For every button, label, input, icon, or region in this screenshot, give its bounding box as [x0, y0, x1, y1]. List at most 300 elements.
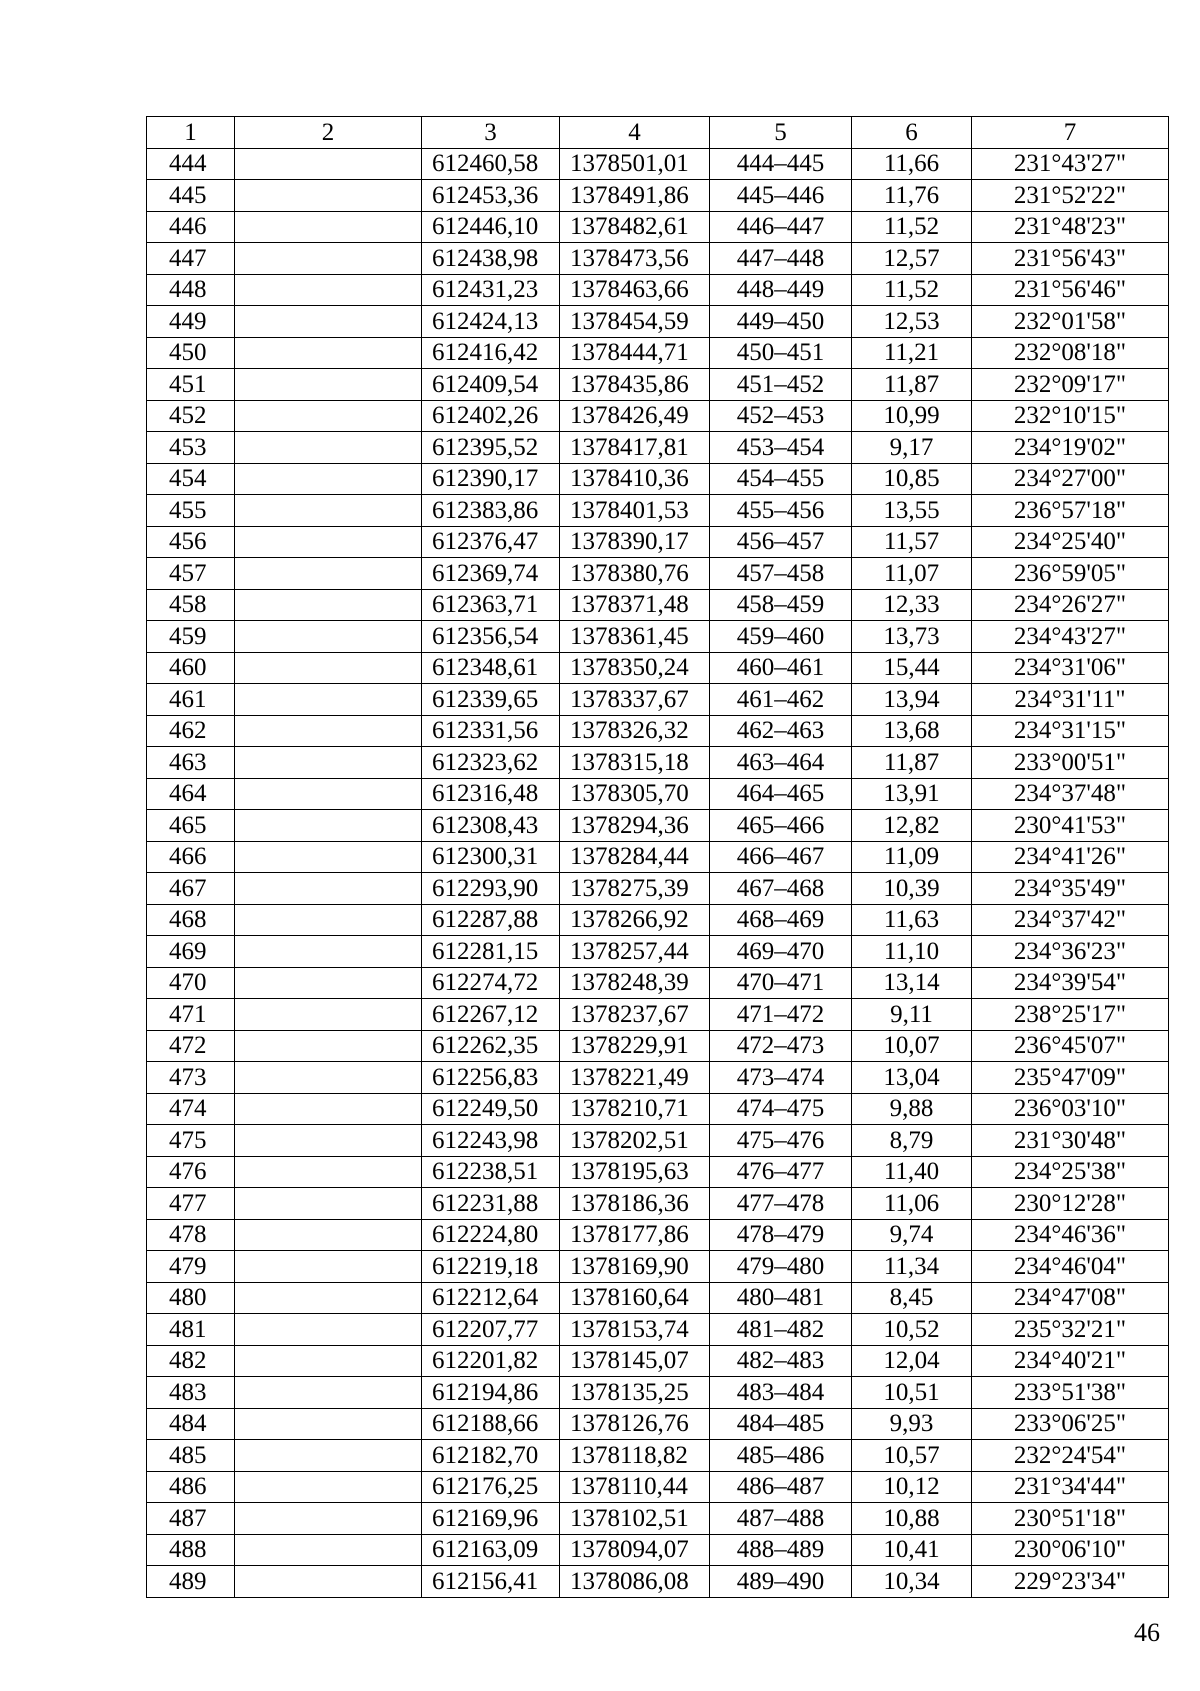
table-cell-col2 — [235, 1156, 422, 1188]
table-cell-col3: 612300,31 — [422, 841, 560, 873]
table-cell-col1: 479 — [147, 1251, 235, 1283]
table-cell-col5: 486–487 — [710, 1471, 852, 1503]
table-cell-col2 — [235, 1251, 422, 1283]
table-row — [147, 432, 1169, 464]
table-row — [147, 463, 1169, 495]
table-cell-col4: 1378426,49 — [560, 400, 710, 432]
table-cell-col4: 1378390,17 — [560, 526, 710, 558]
table-cell-col1: 476 — [147, 1156, 235, 1188]
table-cell-col7: 234°26'27" — [972, 589, 1169, 621]
table-cell-col2 — [235, 1566, 422, 1598]
table-cell-col2 — [235, 1030, 422, 1062]
table-cell-col7: 234°37'42" — [972, 904, 1169, 936]
table-cell-col3: 612231,88 — [422, 1188, 560, 1220]
table-row — [147, 558, 1169, 590]
table-cell-col6: 10,41 — [852, 1534, 972, 1566]
table-row — [147, 180, 1169, 212]
table-cell-col4: 1378337,67 — [560, 684, 710, 716]
table-cell-col2 — [235, 463, 422, 495]
table-cell-col2 — [235, 1440, 422, 1472]
table-cell-col4: 1378501,01 — [560, 148, 710, 180]
table-cell-col6: 9,11 — [852, 999, 972, 1031]
table-cell-col7: 238°25'17" — [972, 999, 1169, 1031]
table-cell-col2 — [235, 337, 422, 369]
table-cell-col5: 464–465 — [710, 778, 852, 810]
table-body — [147, 148, 1169, 1597]
table-cell-col6: 9,88 — [852, 1093, 972, 1125]
table-cell-col1: 459 — [147, 621, 235, 653]
table-row — [147, 1345, 1169, 1377]
table-cell-col1: 460 — [147, 652, 235, 684]
table-cell-col6: 11,06 — [852, 1188, 972, 1220]
table-cell-col5: 445–446 — [710, 180, 852, 212]
table-row — [147, 589, 1169, 621]
table-row — [147, 1408, 1169, 1440]
table-row — [147, 778, 1169, 810]
table-cell-col1: 453 — [147, 432, 235, 464]
table-cell-col5: 488–489 — [710, 1534, 852, 1566]
table-cell-col5: 462–463 — [710, 715, 852, 747]
table-cell-col5: 453–454 — [710, 432, 852, 464]
table-cell-col4: 1378160,64 — [560, 1282, 710, 1314]
table-cell-col3: 612274,72 — [422, 967, 560, 999]
table-cell-col7: 230°12'28" — [972, 1188, 1169, 1220]
table-cell-col7: 233°51'38" — [972, 1377, 1169, 1409]
table-cell-col5: 465–466 — [710, 810, 852, 842]
table-cell-col6: 13,55 — [852, 495, 972, 527]
table-cell-col6: 11,34 — [852, 1251, 972, 1283]
table-cell-col4: 1378210,71 — [560, 1093, 710, 1125]
table-cell-col5: 446–447 — [710, 211, 852, 243]
table-row — [147, 148, 1169, 180]
table-cell-col3: 612460,58 — [422, 148, 560, 180]
table-cell-col3: 612431,23 — [422, 274, 560, 306]
table-cell-col1: 475 — [147, 1125, 235, 1157]
table-cell-col7: 230°51'18" — [972, 1503, 1169, 1535]
table-cell-col3: 612176,25 — [422, 1471, 560, 1503]
table-cell-col7: 234°27'00" — [972, 463, 1169, 495]
table-cell-col1: 447 — [147, 243, 235, 275]
table-cell-col7: 231°43'27" — [972, 148, 1169, 180]
table-row — [147, 684, 1169, 716]
table-cell-col3: 612402,26 — [422, 400, 560, 432]
table-cell-col2 — [235, 967, 422, 999]
table-cell-col3: 612369,74 — [422, 558, 560, 590]
table-cell-col5: 454–455 — [710, 463, 852, 495]
table-cell-col6: 10,52 — [852, 1314, 972, 1346]
table-row — [147, 1282, 1169, 1314]
table-cell-col4: 1378435,86 — [560, 369, 710, 401]
table-cell-col3: 612281,15 — [422, 936, 560, 968]
table-cell-col4: 1378361,45 — [560, 621, 710, 653]
table-cell-col2 — [235, 621, 422, 653]
table-cell-col4: 1378237,67 — [560, 999, 710, 1031]
table-row — [147, 1093, 1169, 1125]
table-cell-col4: 1378380,76 — [560, 558, 710, 590]
table-cell-col7: 234°35'49" — [972, 873, 1169, 905]
table-cell-col1: 480 — [147, 1282, 235, 1314]
table-cell-col1: 481 — [147, 1314, 235, 1346]
table-cell-col4: 1378257,44 — [560, 936, 710, 968]
table-row — [147, 1062, 1169, 1094]
table-cell-col5: 449–450 — [710, 306, 852, 338]
table-cell-col4: 1378229,91 — [560, 1030, 710, 1062]
table-cell-col4: 1378135,25 — [560, 1377, 710, 1409]
table-cell-col1: 452 — [147, 400, 235, 432]
table-cell-col2 — [235, 495, 422, 527]
table-cell-col6: 13,04 — [852, 1062, 972, 1094]
table-cell-col3: 612163,09 — [422, 1534, 560, 1566]
table-cell-col5: 461–462 — [710, 684, 852, 716]
table-cell-col1: 465 — [147, 810, 235, 842]
table-cell-col5: 487–488 — [710, 1503, 852, 1535]
table-cell-col6: 8,79 — [852, 1125, 972, 1157]
table-cell-col7: 231°48'23" — [972, 211, 1169, 243]
table-row — [147, 400, 1169, 432]
table-cell-col6: 11,87 — [852, 369, 972, 401]
table-row — [147, 967, 1169, 999]
table-cell-col2 — [235, 715, 422, 747]
table-row — [147, 747, 1169, 779]
table-cell-col7: 234°19'02" — [972, 432, 1169, 464]
table-row — [147, 1566, 1169, 1598]
table-cell-col4: 1378177,86 — [560, 1219, 710, 1251]
table-cell-col4: 1378266,92 — [560, 904, 710, 936]
table-cell-col5: 482–483 — [710, 1345, 852, 1377]
table-cell-col1: 469 — [147, 936, 235, 968]
table-cell-col6: 11,66 — [852, 148, 972, 180]
table-cell-col4: 1378153,74 — [560, 1314, 710, 1346]
table-cell-col2 — [235, 1062, 422, 1094]
table-cell-col7: 233°06'25" — [972, 1408, 1169, 1440]
table-row — [147, 211, 1169, 243]
table-cell-col4: 1378463,66 — [560, 274, 710, 306]
table-cell-col6: 10,85 — [852, 463, 972, 495]
table-cell-col1: 485 — [147, 1440, 235, 1472]
table-cell-col4: 1378315,18 — [560, 747, 710, 779]
table-cell-col7: 234°25'38" — [972, 1156, 1169, 1188]
table-cell-col7: 234°31'06" — [972, 652, 1169, 684]
table-cell-col3: 612416,42 — [422, 337, 560, 369]
table-cell-col7: 234°37'48" — [972, 778, 1169, 810]
table-row — [147, 652, 1169, 684]
table-cell-col1: 467 — [147, 873, 235, 905]
table-cell-col7: 234°40'21" — [972, 1345, 1169, 1377]
table-cell-col2 — [235, 180, 422, 212]
table-cell-col1: 461 — [147, 684, 235, 716]
table-cell-col5: 468–469 — [710, 904, 852, 936]
table-row — [147, 715, 1169, 747]
table-row — [147, 1314, 1169, 1346]
table-cell-col1: 457 — [147, 558, 235, 590]
table-cell-col7: 231°30'48" — [972, 1125, 1169, 1157]
table-row — [147, 1377, 1169, 1409]
table-cell-col6: 10,57 — [852, 1440, 972, 1472]
table-cell-col4: 1378371,48 — [560, 589, 710, 621]
table-row — [147, 495, 1169, 527]
table-cell-col6: 11,10 — [852, 936, 972, 968]
table-cell-col6: 10,88 — [852, 1503, 972, 1535]
table-cell-col6: 13,73 — [852, 621, 972, 653]
table-cell-col1: 484 — [147, 1408, 235, 1440]
table-cell-col5: 448–449 — [710, 274, 852, 306]
table-cell-col7: 232°09'17" — [972, 369, 1169, 401]
table-cell-col1: 468 — [147, 904, 235, 936]
table-cell-col3: 612243,98 — [422, 1125, 560, 1157]
table-cell-col2 — [235, 999, 422, 1031]
table-cell-col3: 612219,18 — [422, 1251, 560, 1283]
table-cell-col3: 612438,98 — [422, 243, 560, 275]
table-cell-col1: 487 — [147, 1503, 235, 1535]
table-cell-col3: 612238,51 — [422, 1156, 560, 1188]
table-cell-col2 — [235, 211, 422, 243]
table-cell-col1: 463 — [147, 747, 235, 779]
table-cell-col6: 13,68 — [852, 715, 972, 747]
table-cell-col7: 236°45'07" — [972, 1030, 1169, 1062]
table-cell-col3: 612331,56 — [422, 715, 560, 747]
table-cell-col3: 612376,47 — [422, 526, 560, 558]
column-header-5: 5 — [710, 117, 852, 149]
table-cell-col7: 231°52'22" — [972, 180, 1169, 212]
table-cell-col3: 612224,80 — [422, 1219, 560, 1251]
table-cell-col3: 612194,86 — [422, 1377, 560, 1409]
table-header-row — [147, 117, 1169, 149]
table-cell-col7: 229°23'34" — [972, 1566, 1169, 1598]
table-cell-col6: 12,04 — [852, 1345, 972, 1377]
column-header-6: 6 — [852, 117, 972, 149]
table-cell-col4: 1378118,82 — [560, 1440, 710, 1472]
table-cell-col7: 236°03'10" — [972, 1093, 1169, 1125]
table-cell-col3: 612169,96 — [422, 1503, 560, 1535]
table-cell-col5: 484–485 — [710, 1408, 852, 1440]
table-cell-col1: 478 — [147, 1219, 235, 1251]
table-cell-col3: 612316,48 — [422, 778, 560, 810]
table-cell-col2 — [235, 810, 422, 842]
table-cell-col7: 234°47'08" — [972, 1282, 1169, 1314]
table-cell-col5: 478–479 — [710, 1219, 852, 1251]
table-row — [147, 369, 1169, 401]
table-row — [147, 274, 1169, 306]
table-cell-col3: 612207,77 — [422, 1314, 560, 1346]
table-cell-col1: 486 — [147, 1471, 235, 1503]
table-cell-col7: 234°25'40" — [972, 526, 1169, 558]
table-cell-col3: 612453,36 — [422, 180, 560, 212]
table-cell-col5: 467–468 — [710, 873, 852, 905]
table-row — [147, 841, 1169, 873]
table-row — [147, 1251, 1169, 1283]
table-cell-col6: 13,94 — [852, 684, 972, 716]
table-cell-col5: 447–448 — [710, 243, 852, 275]
table-row — [147, 1030, 1169, 1062]
table-cell-col4: 1378473,56 — [560, 243, 710, 275]
table-cell-col2 — [235, 526, 422, 558]
table-cell-col6: 11,52 — [852, 274, 972, 306]
table-cell-col3: 612308,43 — [422, 810, 560, 842]
table-cell-col7: 234°46'36" — [972, 1219, 1169, 1251]
table-cell-col3: 612339,65 — [422, 684, 560, 716]
table-cell-col5: 476–477 — [710, 1156, 852, 1188]
table-cell-col7: 234°31'11" — [972, 684, 1169, 716]
page-number: 46 — [1134, 1618, 1160, 1647]
table-cell-col3: 612348,61 — [422, 652, 560, 684]
table-cell-col1: 450 — [147, 337, 235, 369]
table-cell-col5: 452–453 — [710, 400, 852, 432]
table-row — [147, 1503, 1169, 1535]
table-cell-col4: 1378248,39 — [560, 967, 710, 999]
table-cell-col7: 236°59'05" — [972, 558, 1169, 590]
table-row — [147, 1156, 1169, 1188]
table-cell-col7: 234°46'04" — [972, 1251, 1169, 1283]
table-cell-col3: 612409,54 — [422, 369, 560, 401]
table-cell-col2 — [235, 747, 422, 779]
table-cell-col6: 11,21 — [852, 337, 972, 369]
table-cell-col6: 13,14 — [852, 967, 972, 999]
table-cell-col3: 612256,83 — [422, 1062, 560, 1094]
table-row — [147, 999, 1169, 1031]
table-cell-col1: 466 — [147, 841, 235, 873]
table-row — [147, 1440, 1169, 1472]
table-cell-col6: 10,12 — [852, 1471, 972, 1503]
table-cell-col6: 8,45 — [852, 1282, 972, 1314]
table-cell-col4: 1378102,51 — [560, 1503, 710, 1535]
table-cell-col5: 474–475 — [710, 1093, 852, 1125]
table-cell-col5: 485–486 — [710, 1440, 852, 1472]
table-cell-col2 — [235, 1219, 422, 1251]
table-cell-col6: 12,82 — [852, 810, 972, 842]
table-cell-col1: 470 — [147, 967, 235, 999]
table-cell-col1: 462 — [147, 715, 235, 747]
table-row — [147, 526, 1169, 558]
table-cell-col2 — [235, 1471, 422, 1503]
column-header-4: 4 — [560, 117, 710, 149]
table-cell-col5: 460–461 — [710, 652, 852, 684]
table-cell-col3: 612156,41 — [422, 1566, 560, 1598]
table-cell-col4: 1378145,07 — [560, 1345, 710, 1377]
table-cell-col7: 234°36'23" — [972, 936, 1169, 968]
table-cell-col4: 1378350,24 — [560, 652, 710, 684]
table-cell-col6: 10,99 — [852, 400, 972, 432]
table-cell-col5: 489–490 — [710, 1566, 852, 1598]
table-cell-col6: 11,63 — [852, 904, 972, 936]
table-cell-col4: 1378417,81 — [560, 432, 710, 464]
table-cell-col6: 11,87 — [852, 747, 972, 779]
table-cell-col6: 13,91 — [852, 778, 972, 810]
table-cell-col2 — [235, 1503, 422, 1535]
table-cell-col7: 236°57'18" — [972, 495, 1169, 527]
table-cell-col2 — [235, 652, 422, 684]
table-cell-col6: 12,33 — [852, 589, 972, 621]
table-row — [147, 936, 1169, 968]
table-cell-col1: 471 — [147, 999, 235, 1031]
table-cell-col2 — [235, 1188, 422, 1220]
table-cell-col4: 1378110,44 — [560, 1471, 710, 1503]
table-cell-col5: 466–467 — [710, 841, 852, 873]
table-cell-col4: 1378186,36 — [560, 1188, 710, 1220]
table-cell-col3: 612287,88 — [422, 904, 560, 936]
table-cell-col1: 451 — [147, 369, 235, 401]
column-header-1: 1 — [147, 117, 235, 149]
table-cell-col4: 1378126,76 — [560, 1408, 710, 1440]
table-cell-col2 — [235, 1125, 422, 1157]
table-cell-col3: 612212,64 — [422, 1282, 560, 1314]
table-cell-col6: 9,93 — [852, 1408, 972, 1440]
table-cell-col4: 1378294,36 — [560, 810, 710, 842]
column-header-2: 2 — [235, 117, 422, 149]
table-cell-col3: 612363,71 — [422, 589, 560, 621]
table-cell-col7: 232°08'18" — [972, 337, 1169, 369]
table-cell-col5: 457–458 — [710, 558, 852, 590]
table-cell-col6: 15,44 — [852, 652, 972, 684]
table-cell-col3: 612383,86 — [422, 495, 560, 527]
table-cell-col5: 480–481 — [710, 1282, 852, 1314]
table-cell-col6: 10,39 — [852, 873, 972, 905]
table-row — [147, 1534, 1169, 1566]
table-cell-col6: 11,76 — [852, 180, 972, 212]
table-cell-col3: 612446,10 — [422, 211, 560, 243]
table-cell-col2 — [235, 274, 422, 306]
table-cell-col6: 12,57 — [852, 243, 972, 275]
table-cell-col2 — [235, 432, 422, 464]
table-cell-col6: 11,09 — [852, 841, 972, 873]
table-cell-col7: 233°00'51" — [972, 747, 1169, 779]
table-cell-col7: 230°06'10" — [972, 1534, 1169, 1566]
table-cell-col2 — [235, 1534, 422, 1566]
table-cell-col5: 471–472 — [710, 999, 852, 1031]
table-cell-col1: 482 — [147, 1345, 235, 1377]
table-cell-col3: 612262,35 — [422, 1030, 560, 1062]
table-cell-col4: 1378305,70 — [560, 778, 710, 810]
table-cell-col5: 479–480 — [710, 1251, 852, 1283]
table-cell-col6: 11,57 — [852, 526, 972, 558]
table-cell-col2 — [235, 1314, 422, 1346]
table-cell-col1: 458 — [147, 589, 235, 621]
table-cell-col4: 1378221,49 — [560, 1062, 710, 1094]
table-cell-col2 — [235, 1377, 422, 1409]
table-cell-col5: 455–456 — [710, 495, 852, 527]
table-cell-col3: 612249,50 — [422, 1093, 560, 1125]
table-row — [147, 1188, 1169, 1220]
table-cell-col1: 444 — [147, 148, 235, 180]
table-cell-col2 — [235, 558, 422, 590]
table-cell-col2 — [235, 778, 422, 810]
table-cell-col7: 230°41'53" — [972, 810, 1169, 842]
table-cell-col7: 231°56'46" — [972, 274, 1169, 306]
table-cell-col3: 612182,70 — [422, 1440, 560, 1472]
table-cell-col5: 483–484 — [710, 1377, 852, 1409]
table-cell-col6: 10,07 — [852, 1030, 972, 1062]
table-cell-col6: 11,52 — [852, 211, 972, 243]
table-cell-col1: 483 — [147, 1377, 235, 1409]
table-cell-col6: 11,40 — [852, 1156, 972, 1188]
table-cell-col1: 455 — [147, 495, 235, 527]
table-cell-col5: 469–470 — [710, 936, 852, 968]
table-cell-col6: 9,17 — [852, 432, 972, 464]
table-cell-col7: 232°01'58" — [972, 306, 1169, 338]
table-cell-col4: 1378444,71 — [560, 337, 710, 369]
table-cell-col7: 234°39'54" — [972, 967, 1169, 999]
table-cell-col5: 456–457 — [710, 526, 852, 558]
table-cell-col4: 1378482,61 — [560, 211, 710, 243]
table-cell-col2 — [235, 684, 422, 716]
table-cell-col2 — [235, 904, 422, 936]
table-cell-col1: 489 — [147, 1566, 235, 1598]
table-cell-col2 — [235, 873, 422, 905]
column-header-3: 3 — [422, 117, 560, 149]
table-cell-col5: 459–460 — [710, 621, 852, 653]
table-cell-col6: 11,07 — [852, 558, 972, 590]
table-cell-col2 — [235, 1093, 422, 1125]
table-cell-col4: 1378094,07 — [560, 1534, 710, 1566]
